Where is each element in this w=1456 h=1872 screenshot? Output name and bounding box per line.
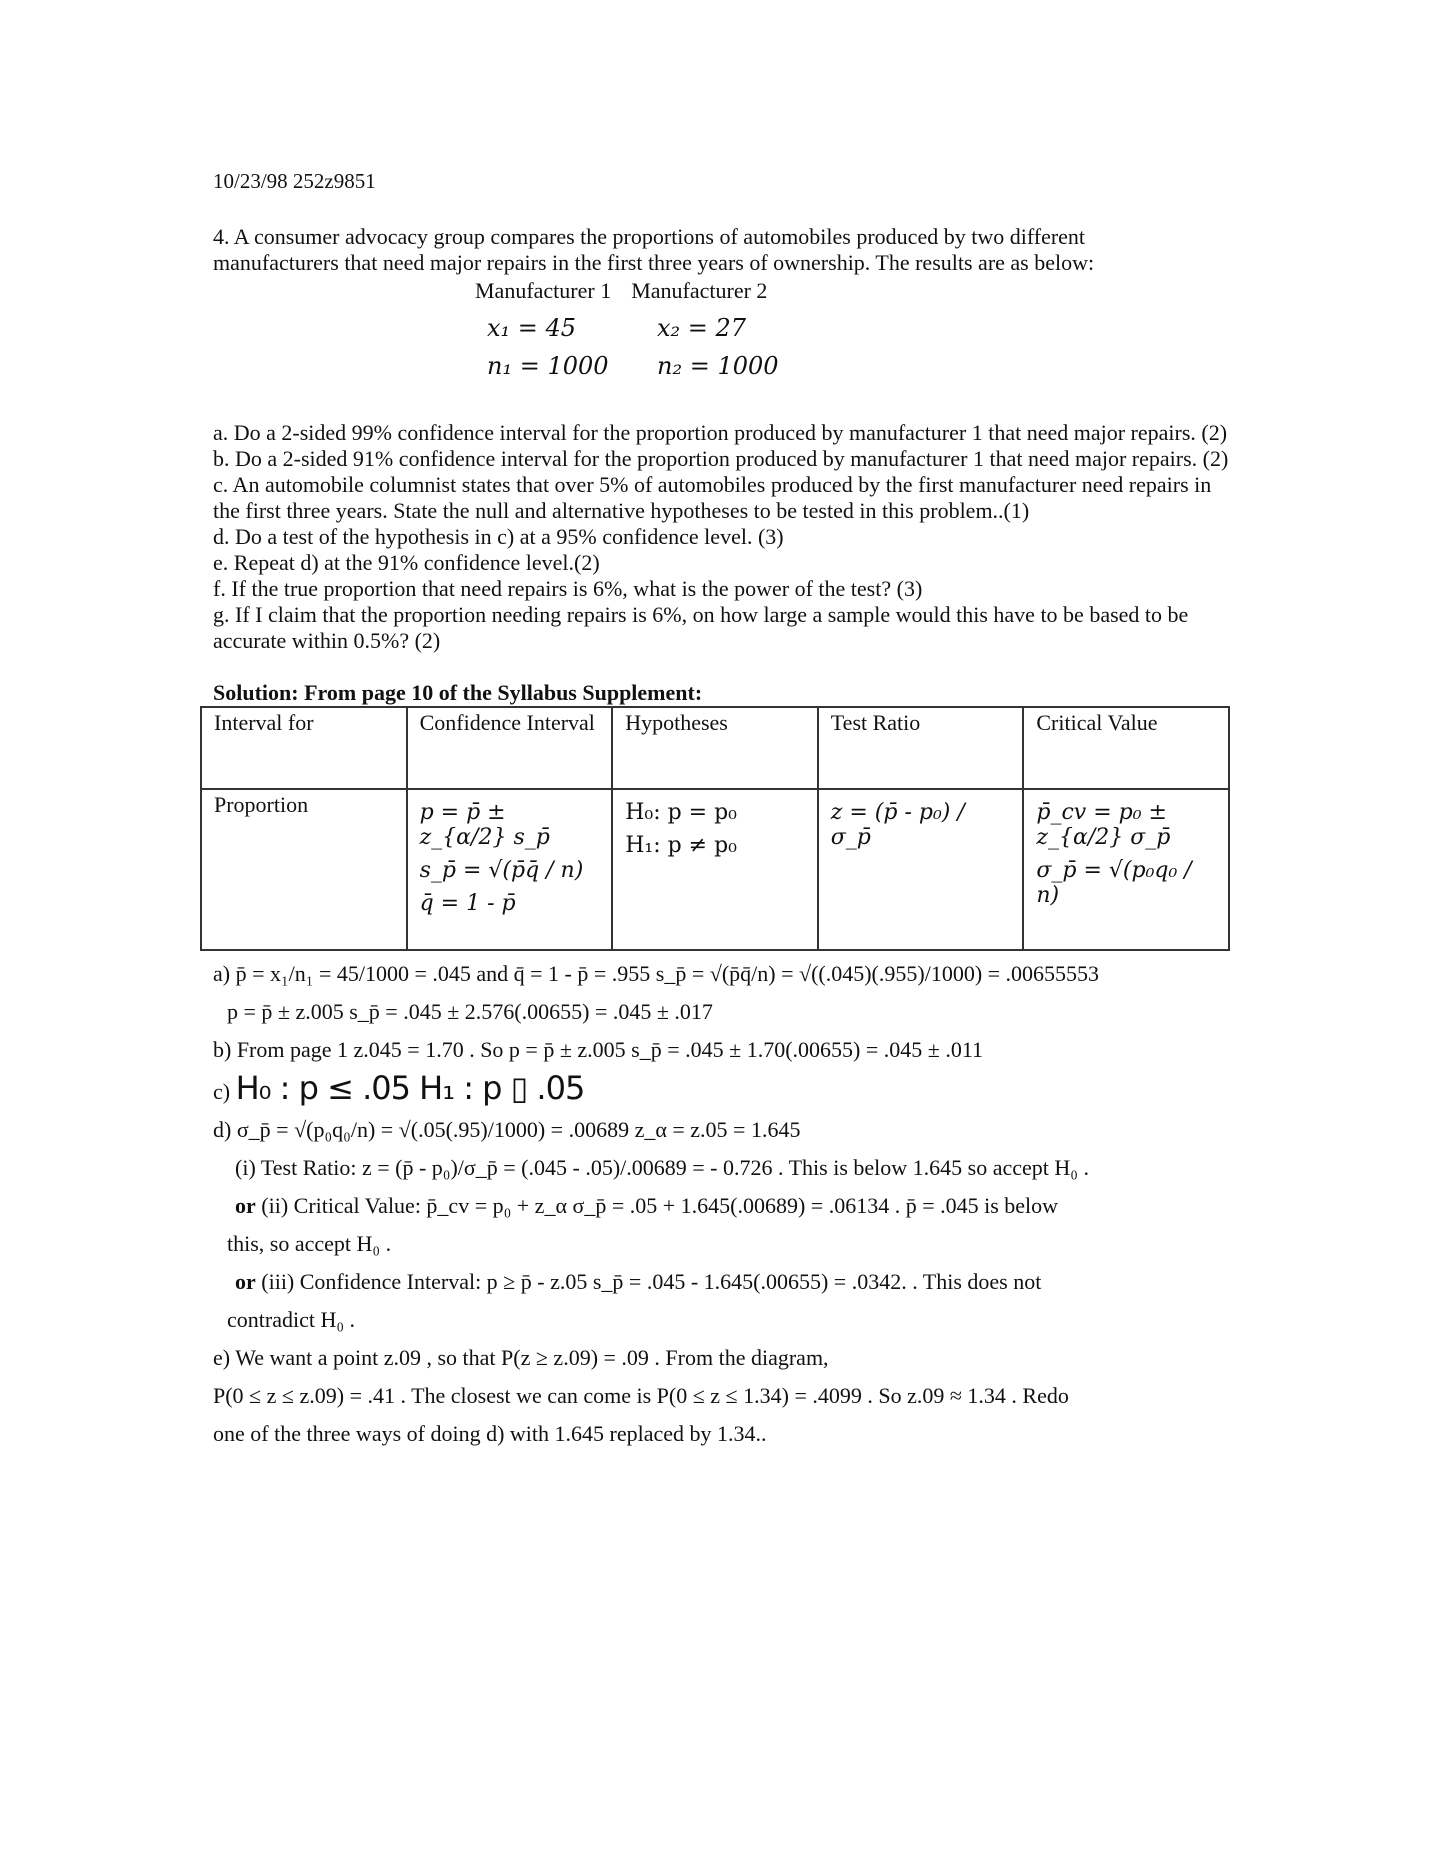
or-label: or <box>235 1269 256 1294</box>
x1-value: x₁ = 45 <box>487 314 577 342</box>
document-page <box>213 168 1233 1459</box>
or-label: or <box>235 1193 256 1218</box>
solution-d-confidence-interval <box>235 1269 1233 1295</box>
n1-value: n₁ = 1000 <box>487 352 609 380</box>
manufacturer-data <box>475 278 1233 380</box>
solution-d-critical-value-cont: this, so accept H₀ . <box>227 1231 392 1256</box>
solution-heading: Solution: From page 10 of the Syllabus Supplement: <box>213 680 703 705</box>
solution-c <box>213 1069 1233 1107</box>
solution-d-critical-value <box>235 1193 1233 1219</box>
ci-formula: p = p̄ ± z_{α/2} s_p̄ <box>419 800 550 850</box>
question-f: f. If the true proportion that need repairs is 6%, what is the power of the test? (3) <box>213 576 923 601</box>
problem-intro-line-2: manufacturers that need major repairs in the first three years of ownership. The results are as below: <box>213 250 1095 275</box>
question-c: c. An automobile columnist states that over 5% of automobiles produced by the first manufacturer need repairs in the first three years. State the null and alternative hypotheses to be tested in this problem..(1) <box>213 472 1212 523</box>
table-header-cell: Interval for <box>201 707 407 789</box>
hypotheses-cell <box>612 789 818 950</box>
alt-hypothesis: H₁: p ≠ p₀ <box>625 833 738 858</box>
solution-d-confidence-interval-cont: contradict H₀ . <box>227 1307 356 1332</box>
solution-c-label: c) <box>213 1079 231 1104</box>
manufacturer-1-label: Manufacturer 1 <box>475 278 612 303</box>
solution-a-line-2: p = p̄ ± z.005 s_p̄ = .045 ± 2.576(.00655) = .045 ± .017 <box>227 999 713 1024</box>
table-header-cell: Critical Value <box>1023 707 1229 789</box>
solution-a-line-1: a) p̄ = x₁/n₁ = 45/1000 = .045 and q̄ = 1 - p̄ = .955 s_p̄ = √(p̄q̄/n) = √((.045)(.955)/1000) = .00655553 <box>213 961 1100 986</box>
problem-statement <box>213 224 1233 380</box>
manufacturer-2-label: Manufacturer 2 <box>631 278 768 303</box>
table-header-cell: Hypotheses <box>612 707 818 789</box>
confidence-interval-cell <box>407 789 613 950</box>
null-hypothesis: H₀: p = p₀ <box>625 800 738 825</box>
question-b: b. Do a 2-sided 91% confidence interval for the proportion produced by manufacturer 1 that need major repairs. (2) <box>213 446 1229 471</box>
solution-d-test-ratio: (i) Test Ratio: z = (p̄ - p₀)/σ_p̄ = (.045 - .05)/.00689 = - 0.726 . This is below 1.645 so accept H₀ . <box>235 1155 1089 1180</box>
question-a: a. Do a 2-sided 99% confidence interval for the proportion produced by manufacturer 1 that need major repairs. (2) <box>213 420 1228 445</box>
x2-value: x₂ = 27 <box>657 314 747 342</box>
question-e: e. Repeat d) at the 91% confidence level.(2) <box>213 550 600 575</box>
solution-body <box>213 961 1233 1447</box>
solution-e-line-2: P(0 ≤ z ≤ z.09) = .41 . The closest we can come is P(0 ≤ z ≤ 1.34) = .4099 . So z.09 ≈ 1.34 . Redo <box>213 1383 1069 1408</box>
solution-c-hypotheses: H₀ : p ≤ .05 H₁ : p ▯ .05 <box>235 1069 585 1107</box>
n2-value: n₂ = 1000 <box>657 352 779 380</box>
critical-value-cell <box>1023 789 1229 950</box>
problem-intro-line-1: 4. A consumer advocacy group compares the proportions of automobiles produced by two different <box>213 224 1086 249</box>
solution-d-line-1: d) σ_p̄ = √(p₀q₀/n) = √(.05(.95)/1000) = .00689 z_α = z.05 = 1.645 <box>213 1117 801 1142</box>
test-ratio-formula: z = (p̄ - p₀) / σ_p̄ <box>830 800 965 850</box>
table-header-cell: Confidence Interval <box>407 707 613 789</box>
sigma-formula: σ_p̄ = √(p₀q₀ / n) <box>1036 858 1192 908</box>
question-g: g. If I claim that the proportion needing repairs is 6%, on how large a sample would this have to be based to be accurate within 0.5%? (2) <box>213 602 1189 653</box>
solution-e-line-3: one of the three ways of doing d) with 1.645 replaced by 1.34.. <box>213 1421 767 1446</box>
question-d: d. Do a test of the hypothesis in c) at a 95% confidence level. (3) <box>213 524 784 549</box>
table-row <box>201 789 1229 950</box>
critical-value-formula: p̄_cv = p₀ ± z_{α/2} σ_p̄ <box>1036 800 1171 850</box>
formula-table <box>200 706 1230 951</box>
table-header-row <box>201 707 1229 789</box>
std-error-formula: s_p̄ = √(p̄q̄ / n) <box>419 858 584 883</box>
table-row-label: Proportion <box>201 789 407 950</box>
table-header-cell: Test Ratio <box>818 707 1024 789</box>
solution-e-line-1: e) We want a point z.09 , so that P(z ≥ z.09) = .09 . From the diagram, <box>213 1345 829 1370</box>
question-list <box>213 420 1233 654</box>
document-header: 10/23/98 252z9851 <box>213 169 376 193</box>
critical-value-text: (ii) Critical Value: p̄_cv = p₀ + z_α σ_p̄ = .05 + 1.645(.00689) = .06134 . p̄ = .045 is below <box>255 1193 1059 1218</box>
q-bar-formula: q̄ = 1 - p̄ <box>419 891 516 916</box>
solution-b: b) From page 1 z.045 = 1.70 . So p = p̄ ± z.005 s_p̄ = .045 ± 1.70(.00655) = .045 ± .011 <box>213 1037 984 1062</box>
test-ratio-cell <box>818 789 1024 950</box>
confidence-interval-text: (iii) Confidence Interval: p ≥ p̄ - z.05 s_p̄ = .045 - 1.645(.00655) = .0342. . This does not <box>255 1269 1042 1294</box>
